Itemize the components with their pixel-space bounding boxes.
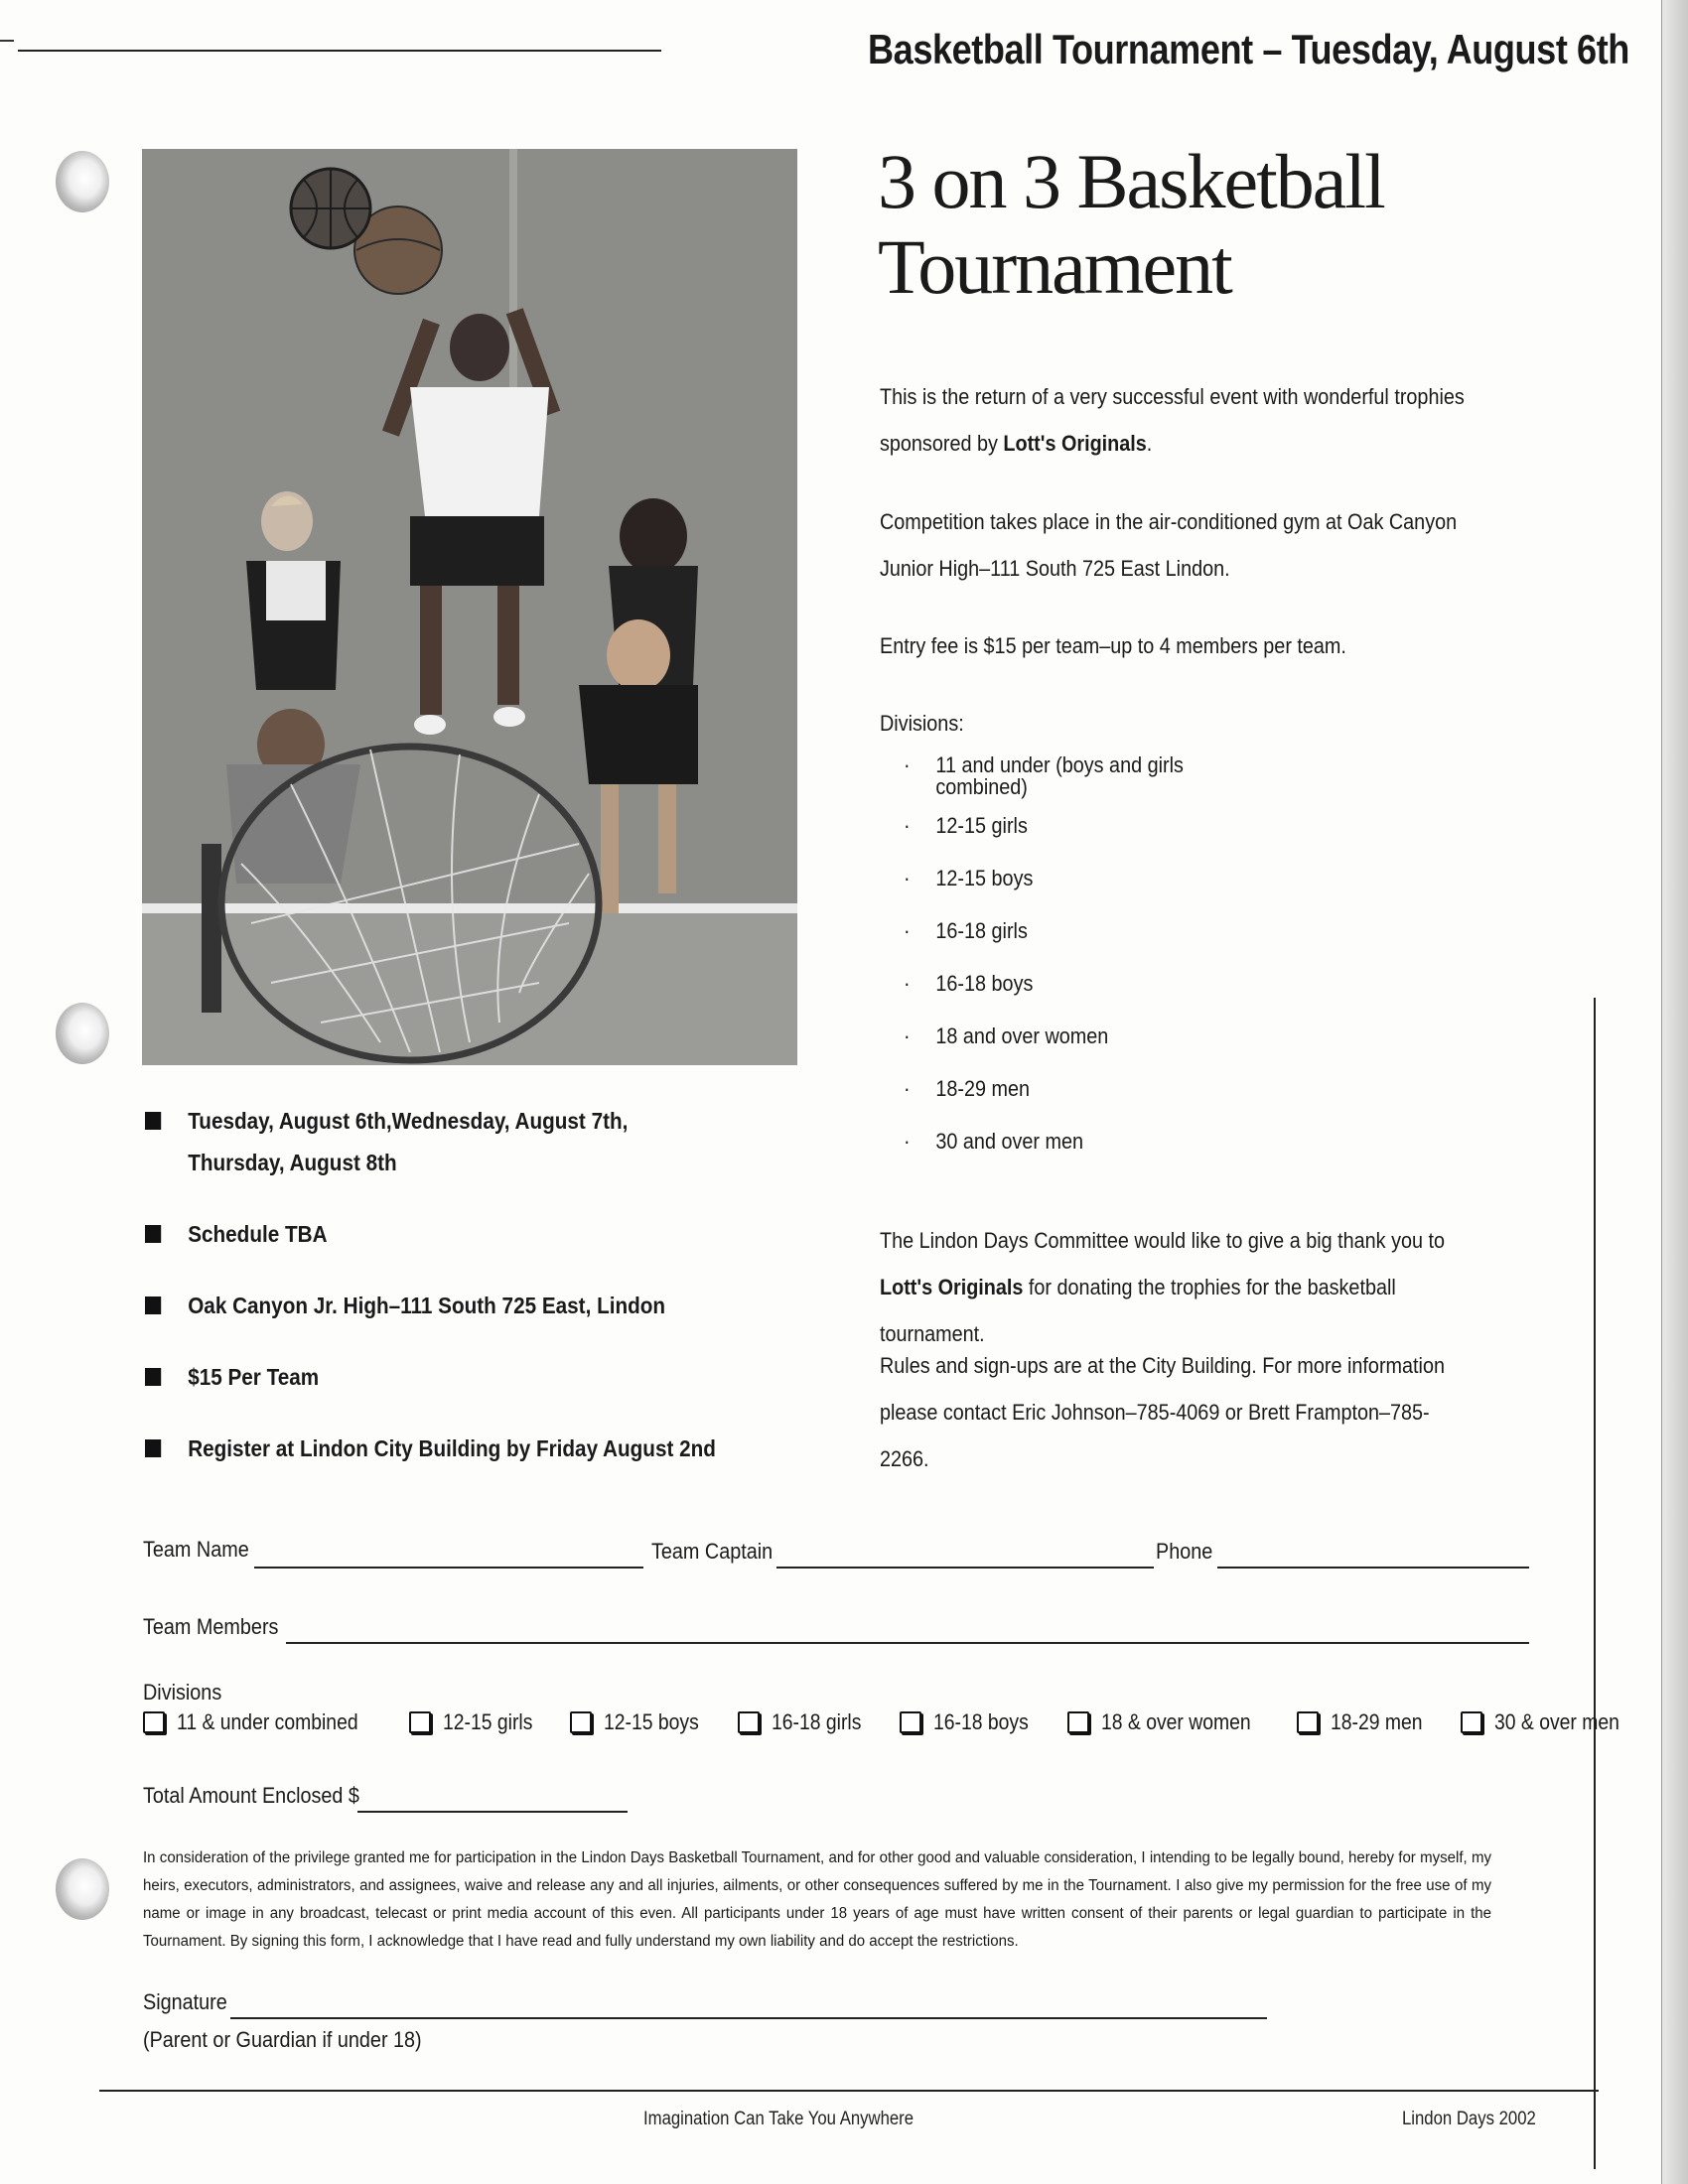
checkbox-icon[interactable] bbox=[1461, 1711, 1482, 1733]
event-detail-item: Tuesday, August 6th,Wednesday, August 7th, Thursday, August 8th bbox=[145, 1100, 634, 1183]
page-edge-shadow bbox=[1661, 0, 1688, 2184]
event-detail-item: Register at Lindon City Building by Friday August 2nd bbox=[145, 1428, 717, 1469]
checkbox-18-over-women[interactable]: 18 & over women bbox=[1067, 1709, 1271, 1735]
total-amount-field[interactable] bbox=[357, 1811, 628, 1813]
division-item: · 16-18 girls bbox=[904, 919, 1207, 972]
sponsor-name: Lott's Originals bbox=[1003, 431, 1147, 456]
footer-tagline: Imagination Can Take You Anywhere bbox=[643, 2109, 914, 2129]
title-line-2: Tournament bbox=[878, 223, 1231, 310]
checkbox-icon[interactable] bbox=[1067, 1711, 1089, 1733]
division-item: · 11 and under (boys and girls combined) bbox=[904, 754, 1207, 814]
basketball-players-photo bbox=[142, 149, 797, 1065]
intro-text: This is the return of a very successful event with wonderful trophies sponsored by bbox=[880, 384, 1465, 456]
checkbox-icon[interactable] bbox=[143, 1711, 165, 1733]
division-item: · 18-29 men bbox=[904, 1077, 1207, 1130]
bullet-square-icon bbox=[145, 1439, 161, 1457]
total-amount-label: Total Amount Enclosed $ bbox=[143, 1783, 359, 1808]
event-detail-item: Oak Canyon Jr. High–111 South 725 East, Lindon bbox=[145, 1285, 717, 1326]
checkbox-18-29-men[interactable]: 18-29 men bbox=[1297, 1709, 1435, 1735]
team-captain-label: Team Captain bbox=[651, 1539, 774, 1564]
phone-field[interactable] bbox=[1217, 1567, 1529, 1569]
checkbox-16-18-girls[interactable]: 16-18 girls bbox=[738, 1709, 874, 1735]
team-captain-field[interactable] bbox=[776, 1567, 1154, 1569]
checkbox-icon[interactable] bbox=[738, 1711, 760, 1733]
entry-fee-paragraph: Entry fee is $15 per team–up to 4 members per team. bbox=[880, 633, 1346, 658]
bullet-square-icon bbox=[145, 1112, 161, 1130]
event-details-list bbox=[145, 1100, 780, 1499]
checkbox-11-under-combined[interactable]: 11 & under combined bbox=[143, 1709, 383, 1735]
checkbox-12-15-boys[interactable]: 12-15 boys bbox=[570, 1709, 712, 1735]
liability-waiver: In consideration of the privilege granted me for participation in the Lindon Days Basketball Tournament, and for other good and valuable consideration, I intending to be legally bound, hereby for myself, my heirs, executors, administrators, and assignees, waive and release any and all injuries, ailments, or other consequences suffered by me in the Tournament. I also give my permission for the free use of my name or image in any broadcast, telecast or print media account of this even. All participants under 18 years of age must have written consent of their parents or legal guardian to participate in the Tournament. By signing this form, I acknowledge that I have read and fully understand my own liability and do accept the restrictions. bbox=[143, 1849, 1491, 1950]
location-paragraph: Competition takes place in the air-conditioned gym at Oak Canyon Junior High–111 South 725 East Lindon. bbox=[880, 509, 1458, 581]
division-item: · 18 and over women bbox=[904, 1024, 1207, 1077]
sponsor-name: Lott's Originals bbox=[880, 1275, 1024, 1299]
page-header-title: Basketball Tournament – Tuesday, August 6th bbox=[868, 26, 1629, 72]
footer-event-name: Lindon Days 2002 bbox=[1402, 2109, 1536, 2129]
header-rule bbox=[18, 50, 661, 52]
team-members-label: Team Members bbox=[143, 1614, 279, 1639]
checkbox-icon[interactable] bbox=[1297, 1711, 1319, 1733]
checkbox-16-18-boys[interactable]: 16-18 boys bbox=[900, 1709, 1042, 1735]
team-members-field[interactable] bbox=[286, 1642, 1529, 1644]
thanks-end: for donating the trophies for the basketball tournament. bbox=[880, 1275, 1396, 1346]
intro-period: . bbox=[1146, 431, 1153, 456]
bullet-square-icon bbox=[145, 1368, 161, 1386]
event-detail-item: Schedule TBA bbox=[145, 1213, 717, 1255]
checkbox-icon[interactable] bbox=[570, 1711, 592, 1733]
bullet-square-icon bbox=[145, 1297, 161, 1314]
title-line-1: 3 on 3 Basketball bbox=[878, 138, 1384, 224]
guardian-note: (Parent or Guardian if under 18) bbox=[143, 2027, 422, 2052]
divisions-label: Divisions: bbox=[880, 711, 964, 736]
checkbox-12-15-girls[interactable]: 12-15 girls bbox=[409, 1709, 545, 1735]
thanks-text: The Lindon Days Committee would like to give a big thank you to bbox=[880, 1228, 1446, 1253]
signature-label: Signature bbox=[143, 1989, 227, 2014]
event-detail-item: $15 Per Team bbox=[145, 1356, 717, 1398]
right-margin-rule bbox=[1594, 998, 1596, 2169]
checkbox-icon[interactable] bbox=[409, 1711, 431, 1733]
team-name-label: Team Name bbox=[143, 1537, 249, 1562]
checkbox-icon[interactable] bbox=[900, 1711, 921, 1733]
binder-hole bbox=[56, 151, 109, 212]
bullet-square-icon bbox=[145, 1225, 161, 1243]
phone-label: Phone bbox=[1156, 1539, 1213, 1564]
division-item: · 12-15 boys bbox=[904, 867, 1207, 919]
rules-paragraph: Rules and sign-ups are at the City Building. For more information please contact Eric Johnson–785-4069 or Brett Frampton–785-2266. bbox=[880, 1353, 1445, 1471]
division-item: · 16-18 boys bbox=[904, 972, 1207, 1024]
form-divisions-label: Divisions bbox=[143, 1680, 222, 1705]
tournament-title bbox=[878, 139, 1493, 310]
binder-hole bbox=[56, 1003, 109, 1064]
division-item: · 30 and over men bbox=[904, 1130, 1207, 1182]
intro-paragraph bbox=[880, 373, 1470, 467]
signature-field[interactable] bbox=[230, 2017, 1267, 2019]
division-item: · 12-15 girls bbox=[904, 814, 1207, 867]
team-name-field[interactable] bbox=[254, 1567, 643, 1569]
division-checkboxes bbox=[143, 1709, 1619, 1735]
page-edge-mark bbox=[0, 40, 14, 42]
divisions-list bbox=[904, 754, 1207, 1182]
binder-hole bbox=[56, 1858, 109, 1920]
thanks-paragraph bbox=[880, 1217, 1470, 1357]
checkbox-30-over-men[interactable]: 30 & over men bbox=[1461, 1709, 1636, 1735]
footer-rule bbox=[99, 2090, 1599, 2092]
